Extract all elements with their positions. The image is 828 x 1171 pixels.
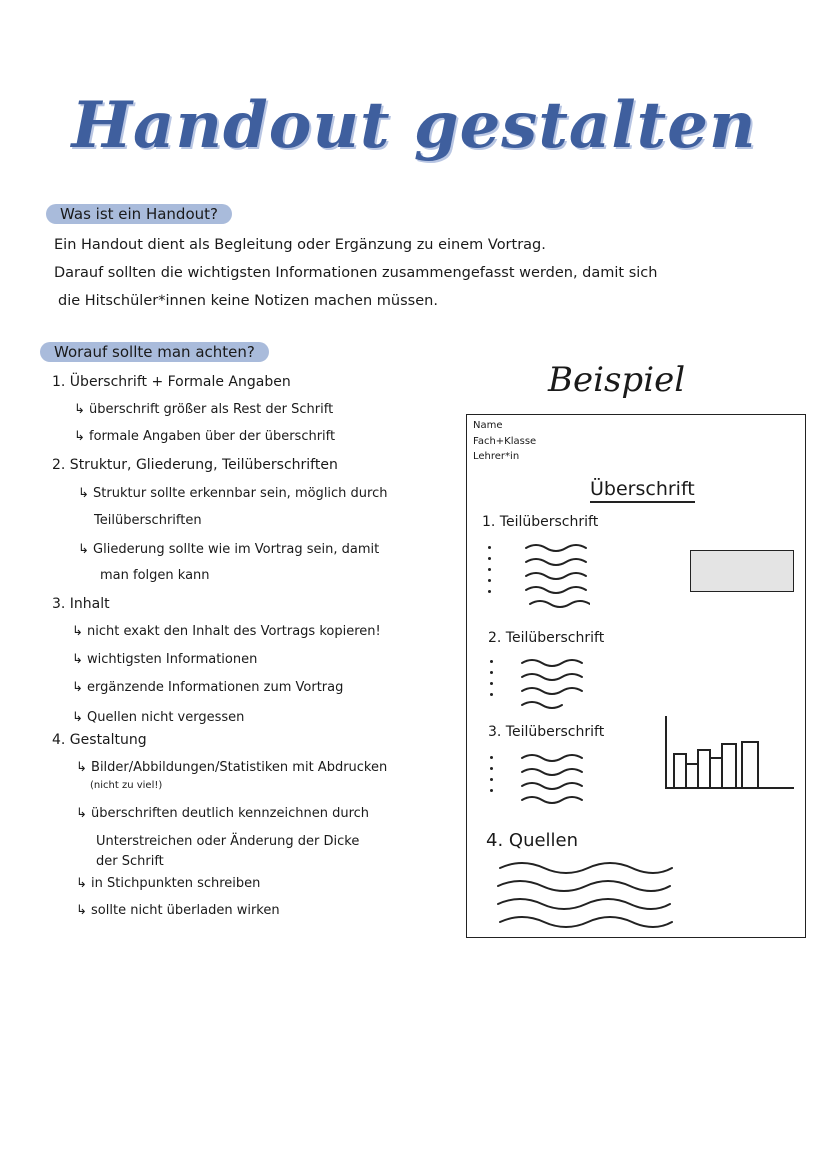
meta-subject-class: Fach+Klasse (473, 436, 537, 447)
meta-teacher: Lehrer*in (473, 451, 520, 462)
list-item: 3. Inhalt (52, 596, 110, 612)
scribble-lines-sources (494, 858, 674, 932)
list-item: ↳ in Stichpunkten schreiben (76, 876, 261, 891)
bullet-dots (490, 660, 493, 704)
list-item: ↳ Gliederung sollte wie im Vortrag sein, damit (78, 542, 380, 557)
image-placeholder (690, 550, 794, 592)
list-item: ↳ Quellen nicht vergessen (72, 710, 245, 725)
list-item: man folgen kann (100, 568, 210, 583)
scribble-lines-1 (520, 540, 590, 610)
intro-line-1: Ein Handout dient als Begleitung oder Ergänzung zu einem Vortrag. (54, 237, 546, 253)
scribble-lines-3 (516, 750, 586, 810)
example-sub-3: 3. Teilüberschrift (488, 724, 605, 740)
list-item: der Schrift (96, 854, 164, 869)
list-item: ↳ nicht exakt den Inhalt des Vortrags kopieren! (72, 624, 381, 639)
list-item: 4. Gestaltung (52, 732, 147, 748)
list-item: ↳ Bilder/Abbildungen/Statistiken mit Abdrucken (76, 760, 388, 775)
example-label: Beispiel (548, 360, 686, 400)
bullet-dots (488, 546, 491, 601)
example-sub-2: 2. Teilüberschrift (488, 630, 605, 646)
list-item: 1. Überschrift + Formale Angaben (52, 374, 291, 390)
list-item: ↳ ergänzende Informationen zum Vortrag (72, 680, 344, 695)
example-heading: Überschrift (590, 478, 695, 503)
list-item: ↳ formale Angaben über der überschrift (74, 429, 336, 444)
list-item: Teilüberschriften (94, 513, 202, 528)
example-sources: 4. Quellen (486, 830, 579, 851)
section-heading-attention: Worauf sollte man achten? (40, 342, 269, 362)
list-item: ↳ überschriften deutlich kennzeichnen durch (76, 806, 370, 821)
bar-chart-sketch-icon (660, 714, 796, 792)
list-item: ↳ wichtigsten Informationen (72, 652, 258, 667)
bullet-dots (490, 756, 493, 800)
scribble-lines-2 (516, 655, 586, 715)
section-heading-what: Was ist ein Handout? (46, 204, 232, 224)
list-item: 2. Struktur, Gliederung, Teilüberschriften (52, 457, 338, 473)
intro-line-2: Darauf sollten die wichtigsten Informationen zusammengefasst werden, damit sich (54, 265, 658, 281)
example-sub-1: 1. Teilüberschrift (482, 514, 599, 530)
page-title: Handout gestalten (71, 88, 757, 163)
list-item: (nicht zu viel!) (90, 780, 163, 791)
intro-line-3: die Hitschüler*innen keine Notizen machen müssen. (58, 293, 438, 309)
list-item: ↳ Struktur sollte erkennbar sein, möglich durch (78, 486, 388, 501)
meta-name: Name (473, 420, 503, 431)
list-item: ↳ sollte nicht überladen wirken (76, 903, 280, 918)
list-item: ↳ überschrift größer als Rest der Schrift (74, 402, 334, 417)
list-item: Unterstreichen oder Änderung der Dicke (96, 834, 360, 849)
